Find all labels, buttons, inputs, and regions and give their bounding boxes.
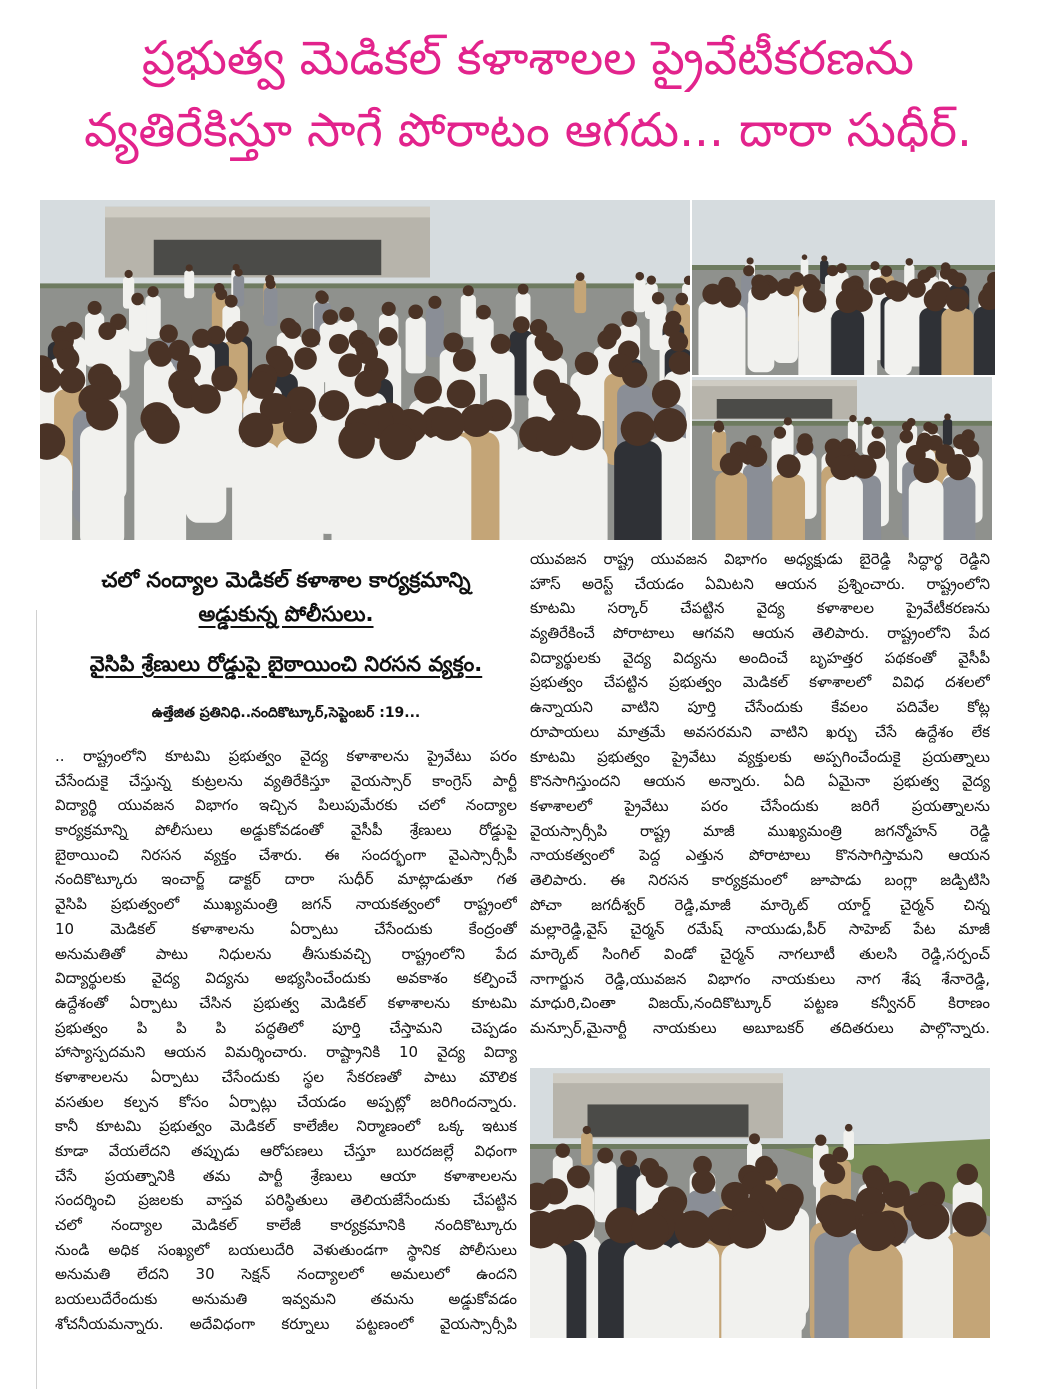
photo-scene — [692, 377, 992, 540]
overpass-rail — [692, 380, 857, 386]
person-head — [653, 408, 687, 442]
person-head — [431, 407, 465, 441]
body-left-line: ప్రభుత్వం పి పి పి పద్ధతిలో పూర్తి చేస్తామని చెప్పడం — [55, 1018, 517, 1037]
person-head — [647, 275, 656, 284]
person-head — [294, 347, 317, 370]
person-head — [872, 427, 884, 439]
person-head — [845, 1124, 853, 1132]
person-body — [941, 308, 973, 375]
person-head — [150, 345, 172, 367]
person-head — [762, 1197, 795, 1230]
subheadline-line-3-text: వైసిపి శ్రేణులు రోడ్డుపై బైఠాయించి నిరసన వ్యక్తం. — [89, 652, 483, 676]
subheadline-line-2-text: అడ్డుకున్న పోలీసులు. — [198, 602, 374, 626]
body-left-line: కానీ కూటమి ప్రభుత్వం మెడికల్ కాలేజీల నిర్మాణంలో ఒక్క ఇటుక — [55, 1117, 517, 1136]
person-head — [338, 353, 362, 377]
person-head — [924, 288, 947, 311]
person-head — [266, 279, 276, 289]
person-body — [276, 439, 323, 540]
person-head — [870, 261, 879, 270]
person-body — [884, 299, 911, 375]
person-body — [909, 479, 944, 540]
person-head — [635, 272, 644, 281]
person-head — [428, 296, 441, 309]
person-body — [772, 474, 805, 540]
person-body — [40, 454, 72, 540]
person-head — [821, 1202, 856, 1237]
subheadline-line-2 — [55, 598, 517, 630]
body-right-line: కళాశాలలో ప్రైవేటు పరం చేసేందుకు జరిగే ప్రయత్నాలను — [530, 796, 990, 815]
body-right-line: ఉన్నాయని వాటిని పూర్తి చేసేందుకు కేవలం పదివేల కోట్ల — [530, 698, 990, 717]
person-body — [372, 455, 423, 540]
person-head — [751, 281, 770, 300]
body-left-line: 10 మెడికల్ కళాశాలను ఏర్పాటు చేసేందుకు కేంద్రంతో — [55, 919, 517, 938]
person-head — [159, 324, 177, 342]
body-left-line: బయలుదేరేందుకు అనుమతి ఇవ్వమని తమను అడ్డుకోవడం — [55, 1290, 517, 1309]
body-left-line: చేసే ప్రయత్నానికి తమ పార్టీ శ్రేణులు ఆయా కళాశాలలను — [55, 1166, 517, 1185]
person-head — [849, 415, 856, 422]
person-head — [283, 410, 317, 444]
person-head — [907, 279, 926, 298]
person-head — [576, 272, 585, 281]
overpass-tunnel — [717, 399, 833, 419]
person-head — [906, 258, 913, 265]
body-left-line: అనుమతి లేదని 30 సెక్షన్ నంద్యాలలో అమలులో ఉందని — [55, 1265, 517, 1284]
person-head — [414, 376, 442, 404]
person-head — [720, 452, 743, 475]
person-head — [944, 413, 951, 420]
body-right-line: హౌస్ అరెస్ట్ చేయడం ఏమిటని ఆయన ప్రశ్నించారు. రాష్ట్రంలోని — [530, 574, 990, 593]
photo-scene — [40, 200, 690, 540]
person-head — [124, 270, 132, 278]
person-head — [235, 269, 243, 277]
subheadline-line-1: చలో నంద్యాల మెడికల్ కళాశాల కార్యక్రమాన్ని — [101, 568, 471, 592]
body-left-line: బైఠాయించి నిరసన వ్యక్తం చేశారు. ఈ సందర్భంగా వైఎస్సార్సీపీ — [55, 845, 517, 864]
person-head — [226, 326, 245, 345]
person-head — [827, 265, 838, 276]
person-body — [139, 439, 186, 540]
person-head — [881, 266, 892, 277]
person-head — [913, 458, 938, 483]
article-body-right-column — [530, 547, 990, 1041]
person-head — [668, 332, 688, 352]
person-head — [864, 417, 872, 425]
person-body — [406, 317, 426, 373]
body-right-line: మాధురి,చింతా విజయ్,నందికొట్కూర్ పట్టణ కన్వీనర్ కిరాణం — [530, 994, 990, 1013]
person-head — [946, 456, 970, 480]
person-body — [129, 303, 146, 351]
person-head — [575, 352, 598, 375]
person-head — [857, 1213, 895, 1251]
person-head — [339, 307, 354, 322]
body-right-line: కొనసాగిస్తుందని ఆయన అన్నారు. ఏది ఏమైనా ప్రభుత్వ వైద్య — [530, 772, 990, 791]
person-head — [676, 293, 688, 305]
person-head — [239, 413, 274, 448]
body-left-line: కళాశాలలను ఏర్పాటు చేసేందుకు స్థల సేకరణతో పాటు మౌలిక — [55, 1067, 517, 1086]
body-left-line: కూడా వేయలేదని తప్పుడు ఆరోపణలు చేస్తూ బురదజల్లే విధంగా — [55, 1142, 517, 1160]
person-body — [773, 294, 798, 363]
person-body — [850, 1245, 903, 1338]
dateline: ఉత్తేజిత ప్రతినిధి..నందికొట్కూర్,సెప్టెంబర్ :19... — [151, 705, 421, 721]
body-left-line: వసతుల కల్పన కోసం ఏర్పాట్లు చేయడం అప్పట్లో జరిగిందన్నారు. — [55, 1092, 517, 1111]
photo-scene — [530, 1068, 990, 1338]
person-body — [721, 1243, 773, 1338]
person-head — [675, 1210, 713, 1248]
person-head — [460, 404, 493, 437]
body-right-line: మార్కెట్ సింగిల్ విండో చైర్మన్ నాగలూటీ తులసి రెడ్డి,సర్పంచ్ — [530, 945, 990, 963]
person-body — [943, 419, 952, 445]
person-head — [824, 1163, 845, 1184]
body-right-line: మన్సూర్,మైనార్టీ నాయకులు అబూబకర్ తదితరులు పాల్గొన్నారు. — [530, 1019, 990, 1038]
person-body — [715, 304, 745, 375]
body-left-line: వైసిపి ప్రభుత్వంలో ముఖ్యమంత్రి జగన్ నాయకత్వంలో రాష్ట్రంలో — [55, 895, 517, 914]
protest-photo-bottom-right — [530, 1068, 990, 1338]
article-body-left-column — [55, 744, 517, 1337]
person-body — [186, 409, 227, 522]
person-head — [476, 305, 491, 320]
person-head — [777, 454, 801, 478]
person-head — [692, 1170, 716, 1194]
person-body — [530, 451, 580, 540]
person-head — [631, 1212, 669, 1250]
person-head — [802, 254, 808, 260]
person-body — [624, 1244, 676, 1338]
person-head — [131, 293, 143, 305]
person-head — [583, 1126, 591, 1134]
person-head — [283, 321, 301, 339]
treeline — [40, 283, 690, 288]
body-right-line: నాయకత్వంలో పెద్ద ఎత్తున పోరాటాలు కొనసాగిస్తామని ఆయన — [530, 846, 990, 865]
person-head — [408, 304, 423, 319]
person-head — [338, 422, 375, 459]
person-head — [747, 447, 768, 468]
person-head — [743, 265, 754, 276]
person-head — [900, 430, 914, 444]
body-right-line: విద్యార్థులకు వైద్య విద్యను అందించే బృహత్తర పథకంతో వైసీపీ — [530, 648, 990, 667]
person-head — [836, 289, 860, 313]
body-left-line: అనుమతితో పాటు నిధులను తీసుకువచ్చి రాష్ట్రంలోని పేద — [55, 944, 517, 963]
person-head — [301, 328, 320, 347]
body-right-line: పోచా జగదీశ్వర్ రెడ్డి,మాజీ మార్కెట్ యార్డ్ చైర్మన్ చిన్న — [530, 895, 990, 914]
overpass-rail — [553, 1073, 783, 1083]
body-left-line: నుండి అధిక సంఖ్యలో బయలుదేరి వెళుతుండగా స్థానిక పోలీసులు — [55, 1240, 517, 1259]
body-left-line: కార్యక్రమాన్ని పోలీసులు అడ్డుకోవడంతో వైసీపీ శ్రేణులు రోడ్డుపై — [55, 821, 517, 840]
person-head — [147, 286, 158, 297]
person-head — [491, 334, 511, 354]
person-body — [974, 307, 995, 375]
person-head — [747, 257, 754, 264]
body-left-line: హాస్యాస్పదమని ఆయన విమర్శించారు. రాష్ట్రానికి 10 వైద్య విద్యా — [55, 1043, 517, 1062]
body-right-line: కూటమి ప్రభుత్వం ప్రైవేటు వ్యక్తులకు అప్పగించేందుకై ప్రయత్నాలు — [530, 747, 990, 766]
person-head — [622, 362, 647, 387]
person-head — [542, 340, 563, 361]
person-head — [447, 380, 476, 409]
person-head — [952, 272, 967, 287]
person-body — [798, 309, 830, 375]
overpass-tunnel — [588, 1104, 749, 1136]
body-right-line: మల్లారెడ్డి,వైస్ చైర్మన్ రమేష్ నాయుడు,పీర్ సాహెబ్ పేట మాజీ — [530, 920, 990, 939]
person-head — [952, 1202, 987, 1237]
person-head — [620, 1150, 637, 1167]
person-head — [749, 1133, 760, 1144]
person-body — [942, 477, 976, 540]
person-body — [80, 426, 124, 540]
person-body — [264, 288, 278, 326]
person-head — [379, 327, 398, 346]
person-head — [911, 1204, 946, 1239]
person-head — [316, 292, 328, 304]
person-head — [443, 332, 463, 352]
column-divider — [36, 610, 37, 1389]
body-right-line: తెలిపారు. ఈ నిరసన కార్యక్రమంలో జూపాడు బంగ్లా జడ్పిటిసి — [530, 870, 990, 889]
person-head — [191, 384, 220, 413]
person-head — [146, 410, 180, 444]
body-left-line: శోచనీయమన్నారు. అదేవిధంగా కర్నూలు పట్టణంలో వైయస్సార్సీపి — [55, 1314, 517, 1333]
protest-photo-top-right — [692, 200, 995, 375]
person-head — [728, 1211, 766, 1249]
person-head — [888, 282, 908, 302]
person-body — [184, 270, 194, 298]
person-body — [634, 279, 646, 312]
person-head — [646, 1166, 668, 1188]
person-head — [57, 348, 80, 371]
person-head — [652, 380, 681, 409]
body-right-line: నాగార్జున రెడ్డి,యువజన విభాగం నాయకులు నాగ శేష శేనారెడ్డి, — [530, 969, 990, 988]
headline-line-2: వ్యతిరేకిస్తూ సాగే పోరాటం ఆగదు... దారా సుధీర్. — [84, 103, 972, 158]
body-left-line: నందికొట్కూరు ఇంచార్జ్ డాక్టర్ దారా సుధీర్ మాట్లాడుతూ గత — [55, 870, 517, 889]
person-body — [426, 307, 444, 357]
person-body — [574, 280, 586, 313]
person-head — [946, 288, 969, 311]
person-body — [831, 310, 864, 375]
person-head — [382, 302, 396, 316]
body-left-line: ఉద్దేశంతో ఏర్పాటు చేసిన ప్రభుత్వ మెడికల్ కళాశాలను కూటమి — [55, 993, 517, 1012]
person-head — [597, 1148, 613, 1164]
person-head — [927, 424, 938, 435]
body-right-line: రూపాయలు మాత్రమే అవసరమని వాటిని ఖర్చు చేసే ఉద్దేశం లేక — [530, 722, 990, 741]
person-head — [830, 456, 854, 480]
body-right-line: కూటమి సర్కార్ చేపట్టిన వైద్య కళాశాలల ప్రైవేటీకరణను — [530, 599, 990, 618]
person-body — [715, 472, 747, 540]
person-head — [597, 330, 616, 349]
body-left-line: చలో నంద్యాల మెడికల్ కాలేజీ కార్యక్రమానికి నందికొట్కూరు — [55, 1216, 517, 1235]
person-head — [784, 417, 792, 425]
body-left-line: విద్యార్థి యువజన విభాగం ఇచ్చిన పిలుపుమేరకు చలో నంద్యాల — [55, 796, 517, 815]
person-head — [319, 390, 350, 421]
person-body — [748, 297, 775, 372]
body-right-line: వైయస్సార్సీపి రాష్ట్ర మాజీ ముఖ్యమంత్రి జగన్మోహన్ రెడ్డి — [530, 821, 990, 840]
protest-photo-middle-right — [692, 377, 992, 540]
person-body — [530, 1243, 567, 1338]
headline-line-1: ప్రభుత్వ మెడికల్ కళాశాలల ప్రైవేటీకరణను — [141, 31, 915, 86]
person-head — [568, 1166, 590, 1188]
person-head — [957, 1164, 978, 1185]
person-head — [329, 334, 349, 354]
person-body — [826, 476, 860, 540]
person-head — [323, 309, 339, 325]
person-head — [355, 370, 382, 397]
person-head — [59, 367, 85, 393]
person-head — [621, 311, 637, 327]
body-left-line: సందర్శించి ప్రజలకు వాస్తవ పరిస్థితులు తెలియజేసేందుకు చేపట్టిన — [55, 1191, 517, 1210]
body-right-line: యువజన రాష్ట్ర యువజన విభాగం అధ్యక్షుడు బైరెడ్డి సిద్ధార్థ రెడ్డిని — [530, 550, 990, 568]
person-head — [815, 1135, 826, 1146]
person-head — [513, 316, 530, 333]
person-head — [518, 284, 529, 295]
person-head — [719, 286, 741, 308]
person-head — [225, 295, 238, 308]
person-head — [453, 349, 476, 372]
person-head — [192, 329, 211, 348]
body-left-line: చేసేందుకై చేస్తున్న కుట్రలను వ్యతిరేకిస్తూ వైయస్సార్ కాంగ్రెస్ పార్టీ — [55, 771, 517, 790]
person-head — [774, 427, 786, 439]
person-head — [88, 301, 102, 315]
protest-photo-main — [40, 200, 690, 540]
person-head — [803, 289, 827, 313]
sky — [692, 200, 995, 270]
person-head — [98, 322, 116, 340]
person-head — [777, 278, 795, 296]
person-body — [581, 1133, 592, 1165]
person-head — [463, 285, 474, 296]
person-head — [379, 423, 416, 460]
person-body — [614, 441, 661, 540]
person-head — [621, 411, 656, 446]
person-head — [652, 292, 664, 304]
body-left-line: .. రాష్ట్రంలోని కూటమి ప్రభుత్వం వైద్య కళాశాలను ప్రైవేటు పరం — [55, 747, 517, 765]
person-head — [536, 420, 572, 456]
person-head — [796, 438, 813, 455]
person-head — [556, 1143, 570, 1157]
body-right-line: వ్యతిరేకించే పోరాటాలు ఆగవని ఆయన తెలిపారు. రాష్ట్రంలోని పేద — [530, 624, 990, 643]
body-right-line: ప్రభుత్వం చేపట్టిన ప్రభుత్వం మెడికల్ కళాశాలలో వివిధ దశలలో — [530, 673, 990, 692]
person-head — [714, 422, 724, 432]
photo-scene — [692, 200, 995, 375]
person-body — [232, 442, 280, 540]
body-left-line: విద్యార్థులకు వైద్య విద్యను అభ్యసించేందుకు అవకాశం కల్పించే — [55, 969, 517, 988]
person-head — [186, 264, 193, 271]
person-body — [145, 296, 160, 339]
person-head — [821, 255, 827, 261]
overpass-rail — [105, 207, 430, 218]
subheadline-line-3 — [55, 648, 517, 680]
person-head — [962, 440, 980, 458]
person-head — [86, 399, 118, 431]
